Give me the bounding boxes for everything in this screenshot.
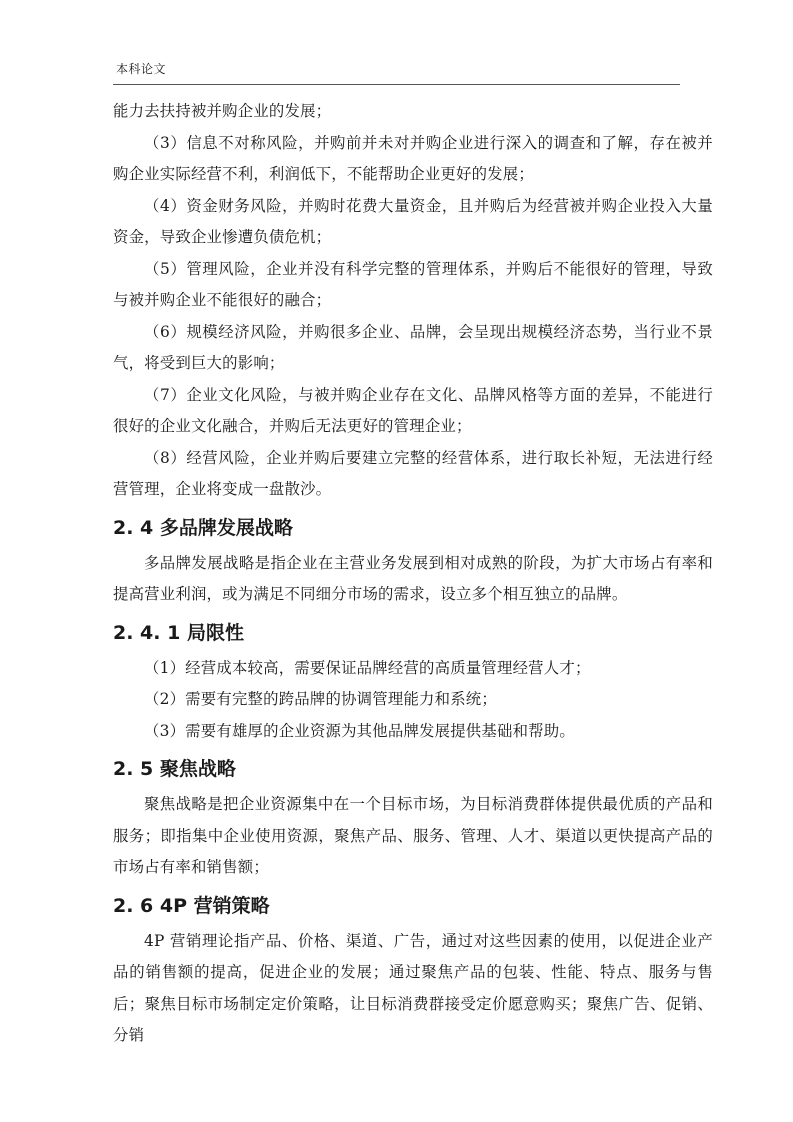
paragraph-continuation: 能力去扶持被并购企业的发展； (113, 102, 332, 120)
header-divider (113, 84, 680, 85)
list-item-risk-6: （6）规模经济风险，并购很多企业、品牌，会呈现出规模经济态势，当行业不景气，将受到巨大的影响； (113, 322, 713, 372)
running-header: 本科论文 (116, 62, 167, 76)
list-item-limit-3: （3）需要有雄厚的企业资源为其他品牌发展提供基础和帮助。 (144, 721, 575, 740)
list-item-risk-3: （3）信息不对称风险，并购前并未对并购企业进行深入的调查和了解，存在被并购企业实际经营不利，利润低下，不能帮助企业更好的发展； (113, 133, 713, 183)
page-body (113, 96, 713, 1052)
section-heading-2-5: 2. 5 聚焦战略 (113, 758, 236, 780)
paragraph-focus-strategy: 聚焦战略是把企业资源集中在一个目标市场，为目标消费群体提供最优质的产品和服务；即指集中企业使用资源，聚焦产品、服务、管理、人才、渠道以更快提高产品的市场占有率和销售额； (113, 795, 713, 876)
section-heading-2-4-1: 2. 4. 1 局限性 (113, 621, 244, 644)
section-heading-2-4: 2. 4 多品牌发展战略 (113, 516, 293, 539)
list-item-limit-1: （1）经营成本较高，需要保证品牌经营的高质量管理经营人才； (144, 658, 591, 677)
list-item-risk-8: （8）经营风险，企业并购后要建立完整的经营体系，进行取长补短，无法进行经营管理，企业将变成一盘散沙。 (113, 448, 713, 498)
list-item-limit-2: （2）需要有完整的跨品牌的协调管理能力和系统； (144, 690, 497, 708)
list-item-risk-7: （7）企业文化风险，与被并购企业存在文化、品牌风格等方面的差异，不能进行很好的企业文化融合，并购后无法更好的管理企业； (113, 385, 713, 435)
paragraph-multi-brand: 多品牌发展战略是指企业在主营业务发展到相对成熟的阶段，为扩大市场占有率和提高营业利润，或为满足不同细分市场的需求，设立多个相互独立的品牌。 (113, 553, 713, 603)
section-heading-2-6: 2. 6 4P 营销策略 (113, 894, 270, 917)
paragraph-4p-marketing: 4P 营销理论指产品、价格、渠道、广告，通过对这些因素的使用，以促进企业产品的销售额的提高，促进企业的发展；通过聚焦产品的包装、性能、特点、服务与售后；聚焦目标市场制定定价策略，让目标消费群接受定价愿意购买；聚焦广告、促销、分销 (113, 931, 713, 1044)
list-item-risk-4: （4）资金财务风险，并购时花费大量资金，且并购后为经营被并购企业投入大量资金，导致企业惨遭负债危机； (113, 196, 713, 246)
list-item-risk-5: （5）管理风险，企业并没有科学完整的管理体系，并购后不能很好的管理，导致与被并购企业不能很好的融合； (113, 259, 713, 309)
